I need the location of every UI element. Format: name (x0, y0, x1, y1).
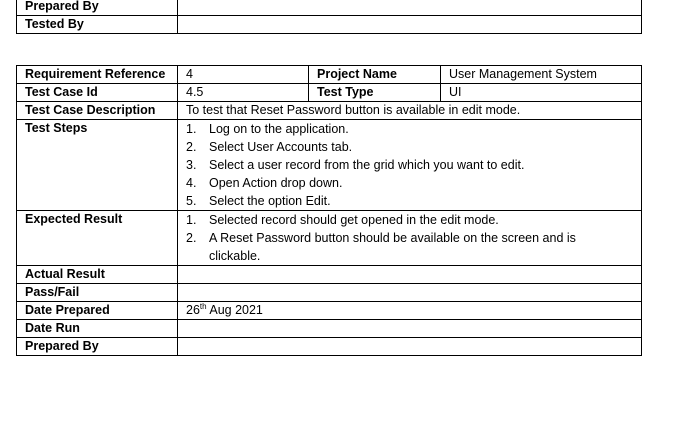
table-row (17, 66, 642, 84)
date-month-year: Aug 2021 (206, 303, 263, 317)
table-row (17, 84, 642, 102)
date-prepared-value[interactable] (178, 302, 642, 320)
list-item (186, 138, 641, 156)
test-steps-label: Test Steps (17, 120, 178, 211)
test-case-id-value[interactable]: 4.5 (178, 84, 309, 102)
table-row (17, 0, 642, 16)
list-item-number: 1. (186, 122, 197, 136)
list-item (186, 156, 641, 174)
actual-result-label: Actual Result (17, 266, 178, 284)
test-case-description-label: Test Case Description (17, 102, 178, 120)
test-case-id-label: Test Case Id (17, 84, 178, 102)
table-row (17, 16, 642, 34)
list-item (186, 174, 641, 192)
table-row (17, 338, 642, 356)
table-row (17, 284, 642, 302)
date-ordinal-suffix: th (199, 302, 207, 311)
test-type-value[interactable]: UI (441, 84, 642, 102)
table-row (17, 302, 642, 320)
project-name-label: Project Name (309, 66, 441, 84)
date-prepared-label: Date Prepared (17, 302, 178, 320)
list-item-text: Log on to the application. (209, 122, 349, 136)
test-case-table (16, 65, 642, 356)
table-row (17, 120, 642, 211)
test-steps-list (186, 120, 641, 210)
date-run-label: Date Run (17, 320, 178, 338)
prepared-by-label: Prepared By (17, 0, 178, 16)
test-steps-value[interactable] (178, 120, 642, 211)
expected-result-label: Expected Result (17, 211, 178, 266)
list-item-text: Select User Accounts tab. (209, 140, 353, 154)
requirement-reference-label: Requirement Reference (17, 66, 178, 84)
table-row (17, 211, 642, 266)
table-row (17, 266, 642, 284)
test-type-label: Test Type (309, 84, 441, 102)
requirement-reference-value[interactable]: 4 (178, 66, 309, 84)
date-day: 26 (186, 303, 200, 317)
list-item (186, 211, 641, 229)
list-item-text: Select a user record from the grid which you want to edit. (209, 158, 525, 172)
signoff-table (16, 0, 642, 34)
prepared-by-label: Prepared By (17, 338, 178, 356)
list-item-text: Select the option Edit. (209, 194, 331, 208)
expected-result-list (186, 211, 641, 265)
project-name-value[interactable]: User Management System (441, 66, 642, 84)
list-item-text: Selected record should get opened in the edit mode. (209, 213, 499, 227)
expected-result-value[interactable] (178, 211, 642, 266)
list-item-number: 1. (186, 213, 197, 227)
list-item-text: Open Action drop down. (209, 176, 343, 190)
tested-by-value[interactable] (178, 16, 642, 34)
list-item-number: 3. (186, 158, 197, 172)
pass-fail-label: Pass/Fail (17, 284, 178, 302)
list-item (186, 120, 641, 138)
prepared-by-value[interactable] (178, 338, 642, 356)
list-item (186, 192, 641, 210)
list-item-text: A Reset Password button should be available on the screen and is clickable. (209, 231, 576, 263)
prepared-by-value[interactable] (178, 0, 642, 16)
actual-result-value[interactable] (178, 266, 642, 284)
pass-fail-value[interactable] (178, 284, 642, 302)
tested-by-label: Tested By (17, 16, 178, 34)
table-row (17, 102, 642, 120)
table-row (17, 320, 642, 338)
list-item-number: 2. (186, 140, 197, 154)
list-item (186, 229, 641, 265)
list-item-number: 4. (186, 176, 197, 190)
date-run-value[interactable] (178, 320, 642, 338)
list-item-number: 2. (186, 231, 197, 245)
test-case-description-value[interactable]: To test that Reset Password button is available in edit mode. (178, 102, 642, 120)
list-item-number: 5. (186, 194, 197, 208)
